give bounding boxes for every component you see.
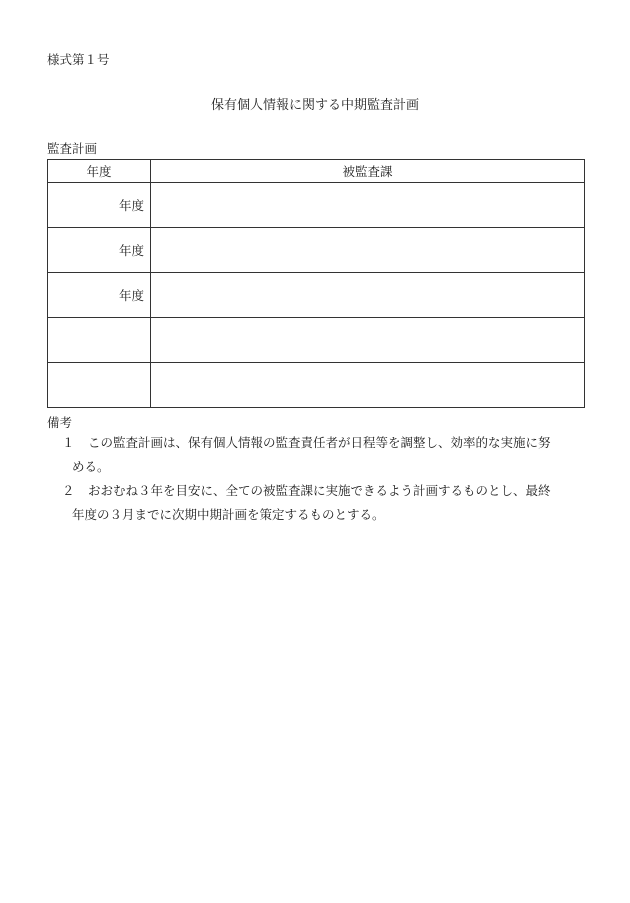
division-cell[interactable] <box>151 273 585 318</box>
document-title: 保有個人情報に関する中期監査計画 <box>210 98 419 113</box>
header-year: 年度 <box>48 160 151 183</box>
remark-number: １ <box>62 435 75 450</box>
division-cell[interactable] <box>151 318 585 363</box>
table-row <box>48 273 585 318</box>
table-header-row <box>48 160 585 183</box>
remark-text-line2: 年度の３月までに次期中期計画を策定するものとする。 <box>72 507 385 522</box>
form-number: 様式第１号 <box>47 52 110 67</box>
division-cell[interactable] <box>151 228 585 273</box>
year-cell[interactable]: 年度 <box>48 228 151 273</box>
year-cell[interactable]: 年度 <box>48 273 151 318</box>
section-label-audit-plan: 監査計画 <box>47 141 98 156</box>
header-audited-division: 被監査課 <box>151 160 585 183</box>
table-row <box>48 318 585 363</box>
remark-note-1 <box>62 431 584 479</box>
remark-text-line2: める。 <box>72 459 110 474</box>
remark-text-line1: この監査計画は、保有個人情報の監査責任者が日程等を調整し、効率的な実施に努 <box>88 435 551 450</box>
year-cell[interactable]: 年度 <box>48 183 151 228</box>
division-cell[interactable] <box>151 183 585 228</box>
table-row <box>48 363 585 408</box>
year-cell[interactable] <box>48 318 151 363</box>
division-cell[interactable] <box>151 363 585 408</box>
year-cell[interactable] <box>48 363 151 408</box>
remarks-label: 備考 <box>47 415 73 430</box>
table-row <box>48 228 585 273</box>
remark-note-2 <box>62 479 584 527</box>
remark-text-line1: おおむね３年を目安に、全ての被監査課に実施できるよう計画するものとし、最終 <box>88 483 551 498</box>
audit-plan-table <box>47 159 585 408</box>
table-row <box>48 183 585 228</box>
remark-number: ２ <box>62 483 75 498</box>
